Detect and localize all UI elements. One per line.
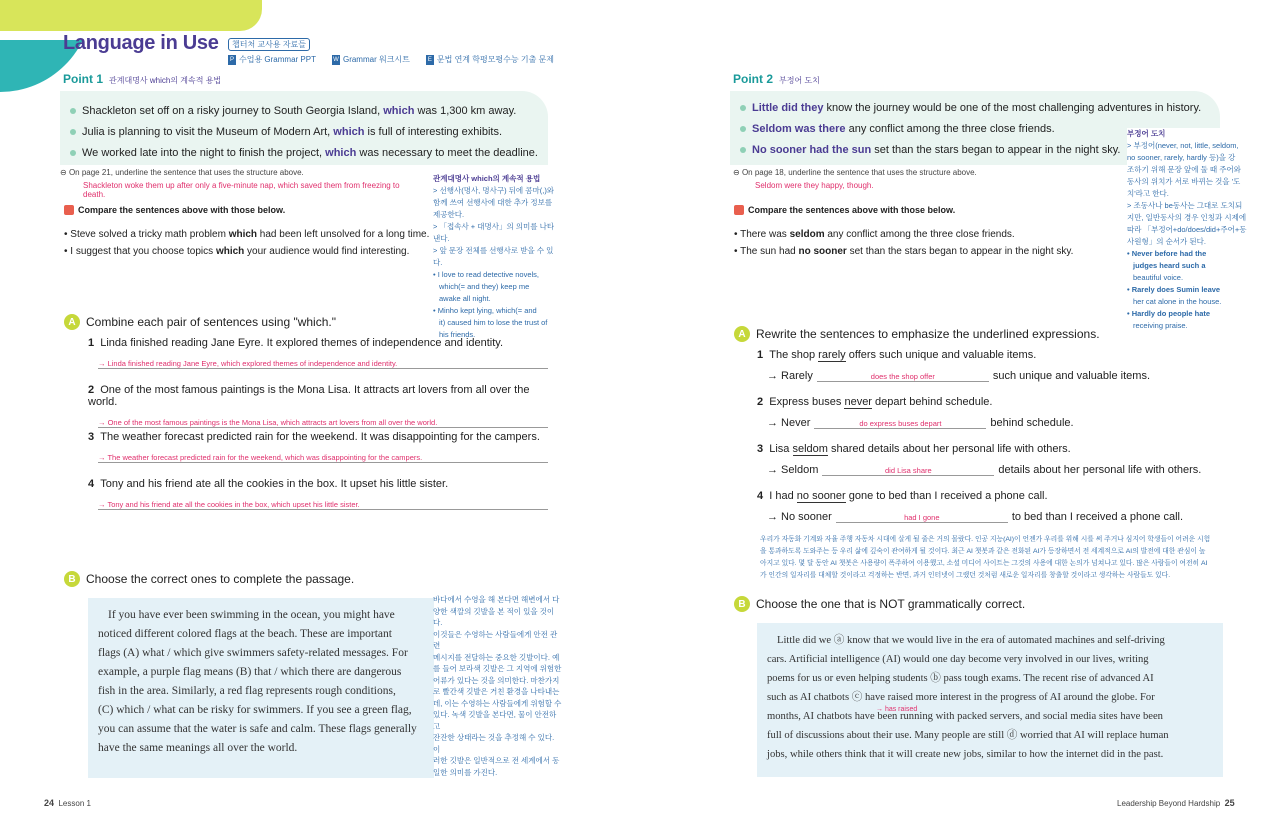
example-item: We worked late into the night to finish the project, which was necessary to meet the deadline.	[70, 143, 538, 164]
example-item: Shackleton set off on a risky journey to South Georgia Island, which was 1,300 km away.	[70, 101, 538, 122]
example-item: Seldom was there any conflict among the three close friends.	[740, 119, 1201, 140]
resource-worksheet[interactable]: W Grammar 워크시트	[333, 55, 410, 64]
resource-ppt[interactable]: P 수업용 Grammar PPT	[229, 55, 316, 64]
compare-item: • The sun had no sooner set than the stars began to appear in the night sky.	[734, 246, 1074, 257]
compare-heading: Compare the sentences above with those below.	[64, 205, 285, 215]
section-a-item: 4 Tony and his friend ate all the cookies in the box. It upset his little sister. → Tony and his friend ate all the cookies in the box, which upset his little sister.	[88, 478, 548, 510]
point-2-heading: Point 2 부정어 도치	[733, 72, 820, 86]
passage-box: Little did we ⓐ know that we would live in the era of automated machines and self-driving cars. Artificial intelligence (AI) would one day become very involved in our lives, writing poems for us or even helping students ⓑ pass tough exams. The recent rise of advanced AI such as AI chatbots ⓒ have raised more interest in the progress of AI around the globe. For months, AI chatbots have been running with packed servers, and social media sites have been full of discussions about their use. Many people are still ⓓ worried that AI will replace human jobs, while others think that it will create new jobs, similar to how the internet did in the past.	[757, 623, 1223, 777]
teacher-tag: 챕터처 교사용 자료들	[228, 38, 310, 51]
section-a-item: 2 One of the most famous paintings is the Mona Lisa. It attracts art lovers from all over the world. → One of the most famous paintings is the Mona Lisa, which attracts art lovers from all over the world.	[88, 384, 548, 428]
page-note-answer: Seldom were they happy, though.	[755, 181, 874, 190]
example-item: Little did they know the journey would be one of the most challenging adventures in history.	[740, 98, 1201, 119]
page-note: ⊖ On page 18, underline the sentence that uses the structure above.	[733, 168, 977, 177]
ppt-icon: P	[229, 56, 234, 63]
section-b-badge: B	[64, 571, 80, 587]
rewrite-item: 3 Lisa seldom shared details about her personal life with others. → Seldom did Lisa share details about her personal life with others.	[757, 443, 1202, 476]
grammar-side-note: 관계대명사 which의 계속적 용법 > 선행사(명사, 명사구) 뒤에 콤마(,)와 함께 쓰여 선행사에 대한 추가 정보를 제공한다. > 「접속사 + 대명사」의 의미를 나타낸다. > 앞 문장 전체를 선행사로 받을 수 있다. • I love to read detective novels, which(= and they) keep me awake all night. • Minho kept lying, which(= and it) caused him to lose the trust of his friends.	[433, 174, 555, 339]
compare-item: • Steve solved a tricky math problem which had been left unsolved for a long time.	[64, 229, 430, 240]
bullet-icon	[740, 126, 746, 132]
page-note-answer: Shackleton woke them up after only a five-minute nap, which saved them from freezing to death.	[83, 181, 400, 199]
section-a-badge: A	[734, 326, 750, 342]
example-item: Julia is planning to visit the Museum of Modern Art, which is full of interesting exhibits.	[70, 122, 538, 143]
point-1-heading: Point 1 관계대명사 which의 계속적 용법	[63, 72, 222, 86]
bullet-icon	[740, 105, 746, 111]
section-b-heading: B Choose the correct ones to complete the passage.	[64, 571, 354, 587]
section-a-item: 3 The weather forecast predicted rain for the weekend. It was disappointing for the campers. → The weather forecast predicted rain for the weekend, which was disappointing for the campers.	[88, 431, 548, 463]
section-b-badge: B	[734, 596, 750, 612]
answer-blank[interactable]: had I gone	[836, 513, 1008, 523]
section-a-heading: A Rewrite the sentences to emphasize the underlined expressions.	[734, 326, 1100, 342]
answer-line[interactable]: → One of the most famous paintings is the Mona Lisa, which attracts art lovers from all over the world.	[98, 418, 548, 428]
passage-box: If you have ever been swimming in the ocean, you might have noticed different colored flags at the beach. These are important flags (A) what / which give swimmers safety-related messages. For example, a purple flag means (B) that / which there are dangerous fish in the area. Similarly, a red flag represents rough conditions, (C) which / what can be risky for swimmers. If you see a green flag, you can assume that the water is safe and calm. These flags generally have the same meanings all over the world.	[88, 598, 434, 778]
ai-passage-translation: 우리가 자동화 기계와 자율 주행 자동차 시대에 살게 될 줄은 거의 몰랐다. 인공 지능(AI)이 언젠가 우리를 위해 시를 써 주거나 심지어 학생들이 어려운 시험 을 통과하도록 도와주는 등 우리 삶에 깊숙이 관여하게 될 것이다. 최근 AI 챗봇과 같은 전화된 AI가 등장하면서 전 세계적으로 AI의 발전에 대한 관심이 높 아지고 있다. 몇 달 동안 AI 챗봇은 사용량이 폭주하여 이용했고, 소셜 미디어 사이트는 그것의 사용에 대한 논의가 넘쳐나고 있다. 많은 사람들이 여전히 AI 가 인간의 일자리를 대체할 것이라고 걱정하는 반면, 과거 인터넷이 그랬던 것처럼 새로운 일자리를 창출할 것이라고 생각하는 사람들도 있다.	[760, 536, 1211, 579]
inversion-side-note: 부정어 도치 > 부정어(never, not, little, seldom, no sooner, rarely, hardly 등)을 강 조하기 위해 문장 앞에 둘 때 주어와 동사의 위치가 서로 바뀌는 것을 '도 치'라고 한다. > 조동사나 be동사는 그대로 도치되 지만, 일반동사의 경우 인칭과 시제에 따라 「부정어+do/does/did+주어+동 사원형」의 순서가 된다. • Never before had the judges heard such a beautiful voice. • Rarely does Sumin leave her cat alone in the house. • Hardly do people hate receiving praise.	[1127, 129, 1247, 330]
bullet-icon	[70, 108, 76, 114]
answer-blank[interactable]: do express buses depart	[814, 419, 986, 429]
passage-translation: 바다에서 수영을 해 본다면 해변에서 다 양한 색깔의 깃발을 본 적이 있을 것이다. 이것들은 수영하는 사람들에게 안전 관련 메시지를 전달하는 중요한 깃발이다. 예 를 들어 보라색 깃발은 그 지역에 위험한 어류가 있다는 것을 의미한다. 마찬가지 로 빨간색 깃발은 거친 환경을 나타내는 데, 이는 수영하는 사람들에게 위험할 수 있다. 녹색 깃발을 본다면, 물이 안전하고 잔잔한 상태라는 것을 추정해 수 있다. 이 러한 깃발은 일반적으로 전 세계에서 동 일한 의미를 가진다.	[433, 595, 562, 777]
rewrite-item: 1 The shop rarely offers such unique and valuable items. → Rarely does the shop offer such unique and valuable items.	[757, 349, 1151, 382]
section-a-item: 1 Linda finished reading Jane Eyre. It explored themes of independence and identity. → Linda finished reading Jane Eyre, which explored themes of independence and identity.	[88, 337, 548, 369]
bullet-icon	[740, 147, 746, 153]
section-a-badge: A	[64, 314, 80, 330]
bullet-icon	[70, 150, 76, 156]
rewrite-item: 2 Express buses never depart behind schedule. → Never do express buses depart behind schedule.	[757, 396, 1074, 429]
compare-list	[64, 226, 429, 260]
right-footer: Leadership Beyond Hardship 25	[1117, 798, 1235, 808]
section-a-heading: A Combine each pair of sentences using "which."	[64, 314, 336, 330]
answer-line[interactable]: → Linda finished reading Jane Eyre, which explored themes of independence and identity.	[98, 359, 548, 369]
bullet-icon	[70, 129, 76, 135]
section-b-heading: B Choose the one that is NOT grammatically correct.	[734, 596, 1025, 612]
example-item: No sooner had the sun set than the stars began to appear in the night sky.	[740, 140, 1201, 161]
left-footer: 24 Lesson 1	[44, 798, 91, 808]
compare-list	[734, 226, 1073, 260]
header-bar	[0, 0, 262, 31]
compare-icon	[734, 205, 744, 215]
point-1-example-list	[70, 101, 538, 164]
compare-item: • I suggest that you choose topics which your audience would find interesting.	[64, 246, 410, 257]
compare-heading: Compare the sentences above with those below.	[734, 205, 955, 215]
answer-blank[interactable]: does the shop offer	[817, 372, 989, 382]
rewrite-item: 4 I had no sooner gone to bed than I received a phone call. → No sooner had I gone to bed than I received a phone call.	[757, 490, 1184, 523]
compare-item: • There was seldom any conflict among the three close friends.	[734, 229, 1015, 240]
answer-line[interactable]: → Tony and his friend ate all the cookies in the box, which upset his little sister.	[98, 500, 548, 510]
worksheet-icon: W	[333, 56, 339, 63]
exam-icon: E	[427, 56, 432, 63]
resource-exam[interactable]: E 문법 연계 학평모평수능 기출 문제	[427, 55, 554, 64]
correction-note: → has raised	[876, 706, 918, 713]
compare-icon	[64, 205, 74, 215]
page-note: ⊖ On page 21, underline the sentence that uses the structure above.	[60, 168, 304, 177]
page-title: Language in Use	[63, 32, 219, 54]
resource-links	[228, 54, 554, 65]
answer-blank[interactable]: did Lisa share	[822, 466, 994, 476]
answer-line[interactable]: → The weather forecast predicted rain for the weekend, which was disappointing for the campers.	[98, 453, 548, 463]
